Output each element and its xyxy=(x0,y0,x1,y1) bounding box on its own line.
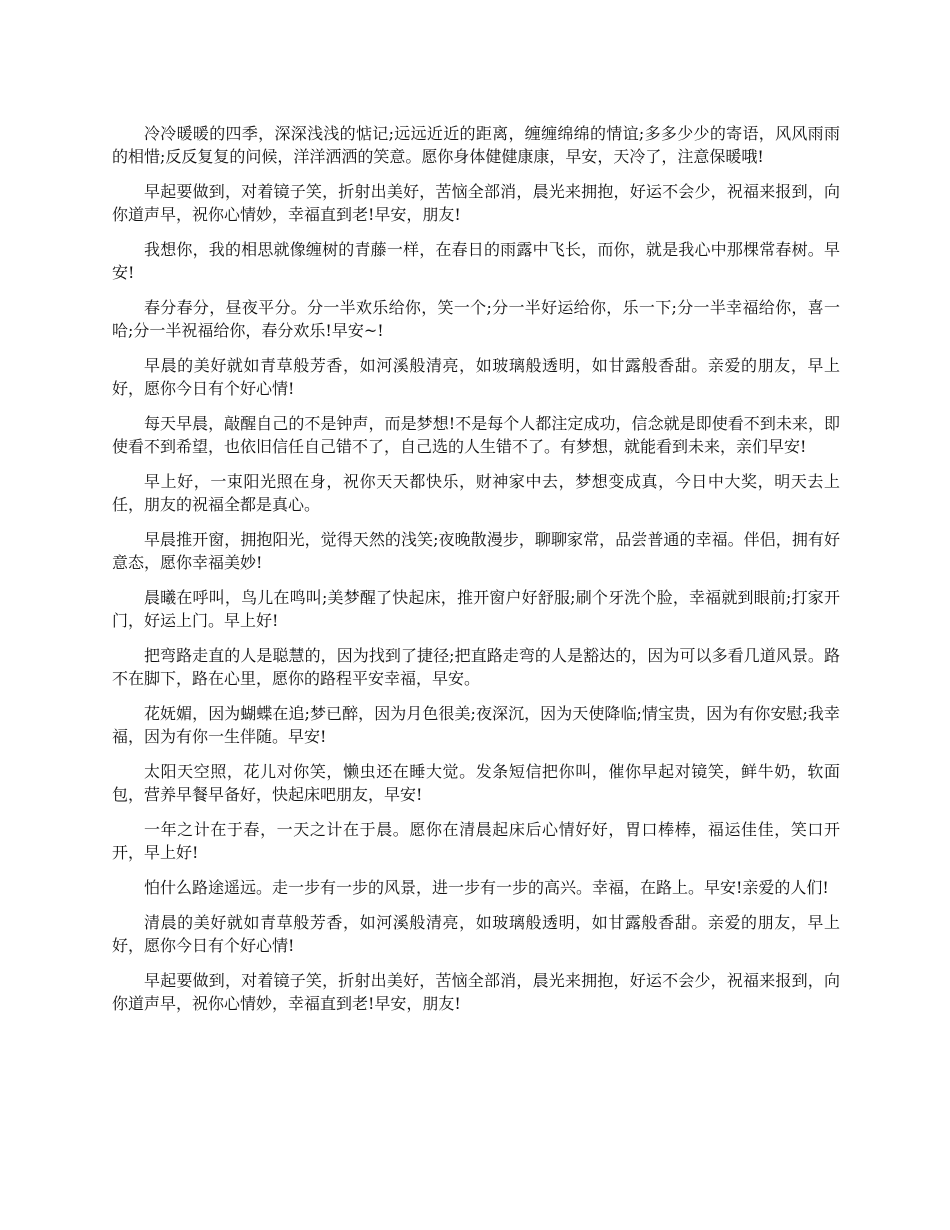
paragraph: 早上好，一束阳光照在身，祝你天天都快乐，财神家中去，梦想变成真，今日中大奖，明天去上任，朋友的祝福全都是真心。 xyxy=(112,472,840,514)
paragraph: 早起要做到，对着镜子笑，折射出美好，苦恼全部消，晨光来拥抱，好运不会少，祝福来报到，向你道声早，祝你心情妙，幸福直到老!早安，朋友! xyxy=(112,971,840,1013)
paragraph: 冷冷暖暖的四季，深深浅浅的惦记;远远近近的距离，缠缠绵绵的情谊;多多少少的寄语，风风雨雨的相惜;反反复复的问候，洋洋洒洒的笑意。愿你身体健健康康，早安，天冷了，注意保暖哦! xyxy=(112,124,840,166)
document-body xyxy=(112,122,840,1027)
paragraph: 怕什么路途遥远。走一步有一步的风景，进一步有一步的高兴。幸福，在路上。早安!亲爱的人们! xyxy=(144,878,829,897)
paragraph: 清晨的美好就如青草般芳香，如河溪般清亮，如玻璃般透明，如甘露般香甜。亲爱的朋友，早上好，愿你今日有个好心情! xyxy=(112,913,840,955)
paragraph: 早晨推开窗，拥抱阳光，觉得天然的浅笑;夜晚散漫步，聊聊家常，品尝普通的幸福。伴侣，拥有好意态，愿你幸福美妙! xyxy=(112,530,840,572)
paragraph: 早晨的美好就如青草般芳香，如河溪般清亮，如玻璃般透明，如甘露般香甜。亲爱的朋友，早上好，愿你今日有个好心情! xyxy=(112,356,840,398)
paragraph: 早起要做到，对着镜子笑，折射出美好，苦恼全部消，晨光来拥抱，好运不会少，祝福来报到，向你道声早，祝你心情妙，幸福直到老!早安，朋友! xyxy=(112,182,840,224)
paragraph: 我想你，我的相思就像缠树的青藤一样，在春日的雨露中飞长，而你，就是我心中那棵常春树。早安! xyxy=(112,240,840,282)
paragraph: 每天早晨，敲醒自己的不是钟声，而是梦想!不是每个人都注定成功，信念就是即使看不到未来，即使看不到希望，也依旧信任自己错不了，自己选的人生错不了。有梦想，就能看到未来，亲们早安! xyxy=(112,414,840,456)
paragraph: 把弯路走直的人是聪慧的，因为找到了捷径;把直路走弯的人是豁达的，因为可以多看几道风景。路不在脚下，路在心里，愿你的路程平安幸福，早安。 xyxy=(112,646,840,688)
paragraph: 春分春分，昼夜平分。分一半欢乐给你，笑一个;分一半好运给你，乐一下;分一半幸福给你，喜一哈;分一半祝福给你，春分欢乐!早安~! xyxy=(112,298,840,340)
paragraph: 太阳天空照，花儿对你笑，懒虫还在睡大觉。发条短信把你叫，催你早起对镜笑，鲜牛奶，软面包，营养早餐早备好，快起床吧朋友，早安! xyxy=(112,762,840,804)
paragraph: 一年之计在于春，一天之计在于晨。愿你在清晨起床后心情好好，胃口棒棒，福运佳佳，笑口开开，早上好! xyxy=(112,820,840,862)
paragraph: 花妩媚，因为蝴蝶在追;梦已醉，因为月色很美;夜深沉，因为天使降临;情宝贵，因为有你安慰;我幸福，因为有你一生伴随。早安! xyxy=(112,704,840,746)
paragraph: 晨曦在呼叫，鸟儿在鸣叫;美梦醒了快起床，推开窗户好舒服;刷个牙洗个脸，幸福就到眼前;打家开门，好运上门。早上好! xyxy=(112,588,840,630)
